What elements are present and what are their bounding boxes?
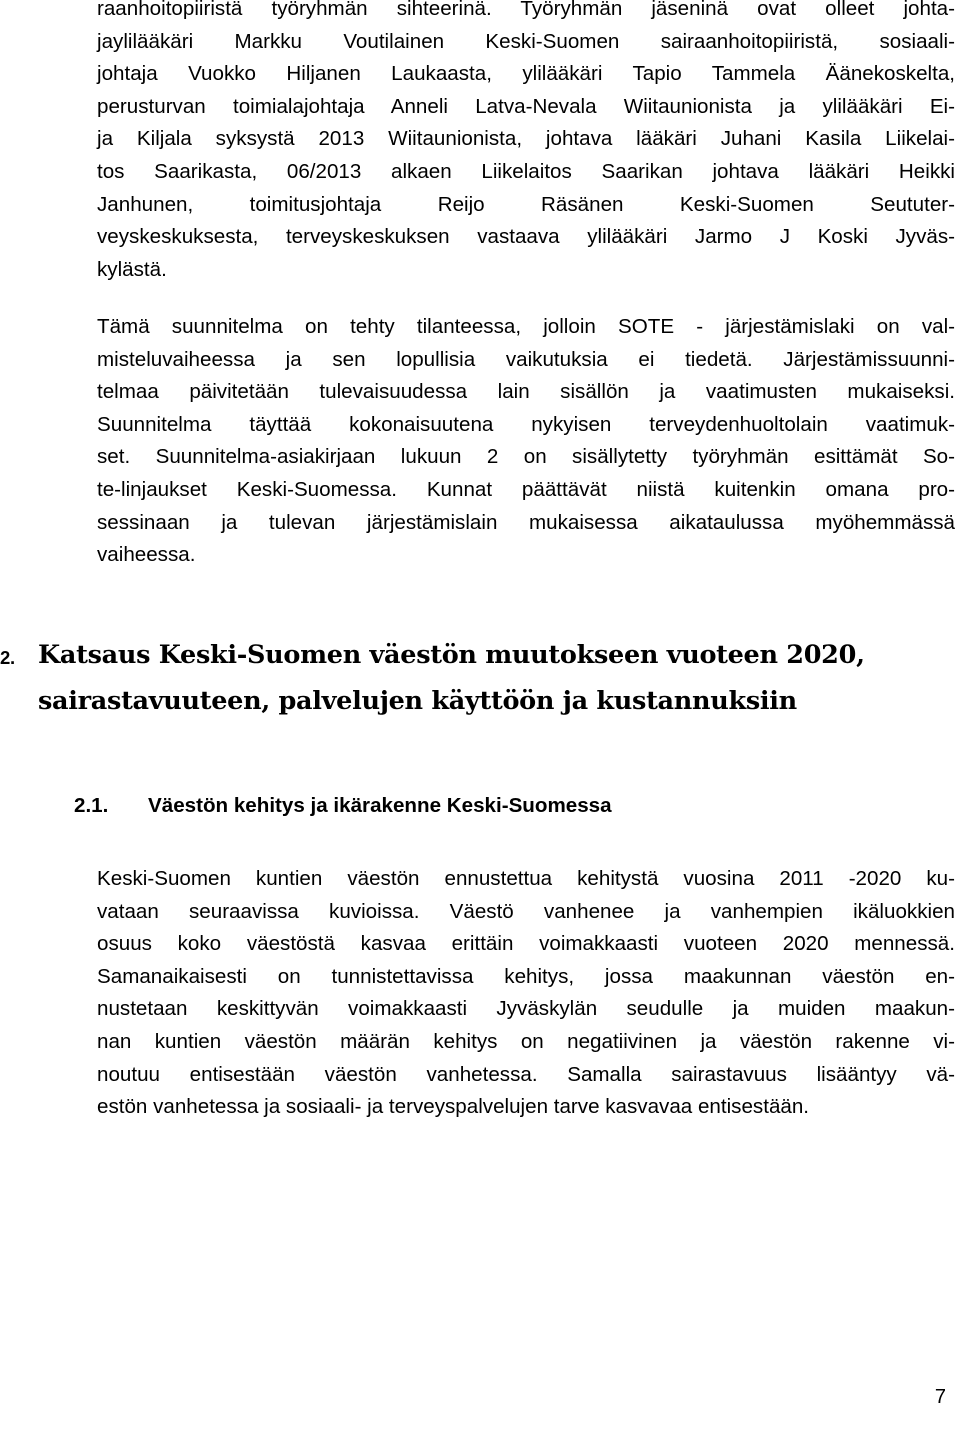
paragraph-working-group <box>97 0 955 286</box>
text-line: set. Suunnitelma-asiakirjaan lukuun 2 on sisällytetty työryhmän esittämät So- <box>97 445 955 469</box>
subsection-number: 2.1. <box>74 794 109 817</box>
page-number: 7 <box>934 1386 946 1408</box>
text-line: te-linjaukset Keski-Suomessa. Kunnat päättävät niistä kuitenkin omana pro- <box>97 477 955 501</box>
text-line: osuus koko väestöstä kasvaa erittäin voimakkaasti vuoteen 2020 mennessä. <box>97 932 955 956</box>
text-line: Tämä suunnitelma on tehty tilanteessa, jolloin SOTE - järjestämislaki on val- <box>97 315 955 338</box>
text-line: sessinaan ja tulevan järjestämislain mukaisessa aikataulussa myöhemmässä <box>97 510 955 534</box>
section-title-line-2: sairastavuuteen, palvelujen käyttöön ja kustannuksiin <box>38 686 797 716</box>
text-line: kylästä. <box>97 257 167 281</box>
text-line: vataan seuraavissa kuvioissa. Väestö vanhenee ja vanhempien ikäluokkien <box>97 899 955 923</box>
text-line: Suunnitelma täyttää kokonaisuutena nykyisen terveydenhuoltolain vaatimuk- <box>97 412 955 436</box>
text-line: Samanaikaisesti on tunnistettavissa kehitys, jossa maakunnan väestön en- <box>97 964 955 988</box>
text-line: noutuu entisestään väestön vanhetessa. Samalla sairastavuus lisääntyy vä- <box>97 1062 955 1086</box>
text-line: vaiheessa. <box>97 543 196 567</box>
text-line: tos Saarikasta, 06/2013 alkaen Liikelaitos Saarikan johtava lääkäri Heikki <box>97 159 955 183</box>
text-line: Keski-Suomen kuntien väestön ennustettua kehitystä vuosina 2011 -2020 ku- <box>97 867 955 890</box>
text-line: raanhoitopiiristä työryhmän sihteerinä. Työryhmän jäseninä ovat olleet johta- <box>97 0 955 20</box>
section-number: 2. <box>0 647 15 668</box>
text-line: estön vanhetessa ja sosiaali- ja terveyspalvelujen tarve kasvavaa entisestään. <box>97 1095 810 1119</box>
text-line: jaylilääkäri Markku Voutilainen Keski-Suomen sairaanhoitopiiristä, sosiaali- <box>97 29 955 53</box>
text-line: johtaja Vuokko Hiljanen Laukaasta, ylilääkäri Tapio Tammela Äänekoskelta, <box>97 62 955 86</box>
text-line: veyskeskuksesta, terveyskeskuksen vastaava ylilääkäri Jarmo J Koski Jyväs- <box>97 225 955 249</box>
text-line: misteluvaiheessa ja sen lopullisia vaikutuksia ei tiedetä. Järjestämissuunni- <box>97 347 955 371</box>
text-line: perusturvan toimialajohtaja Anneli Latva-Nevala Wiitaunionista ja ylilääkäri Ei- <box>97 94 955 118</box>
text-line: Janhunen, toimitusjohtaja Reijo Räsänen Keski-Suomen Seututer- <box>97 192 955 216</box>
paragraph-population-development <box>97 863 955 1124</box>
section-heading-2 <box>0 632 960 724</box>
section-title-line-1: Katsaus Keski-Suomen väestön muutokseen vuoteen 2020, <box>38 640 865 670</box>
paragraph-sote-plan <box>97 311 955 572</box>
text-line: nustetaan keskittyvän voimakkaasti Jyväskylän seudulle ja muiden maakun- <box>97 997 955 1021</box>
text-line: telmaa päivitetään tulevaisuudessa lain sisällön ja vaatimusten mukaiseksi. <box>97 380 955 404</box>
text-line: nan kuntien väestön määrän kehitys on negatiivinen ja väestön rakenne vi- <box>97 1029 955 1053</box>
text-line: ja Kiljala syksystä 2013 Wiitaunionista, johtava lääkäri Juhani Kasila Liikelai- <box>97 127 955 151</box>
subsection-title: Väestön kehitys ja ikärakenne Keski-Suomessa <box>148 794 612 817</box>
